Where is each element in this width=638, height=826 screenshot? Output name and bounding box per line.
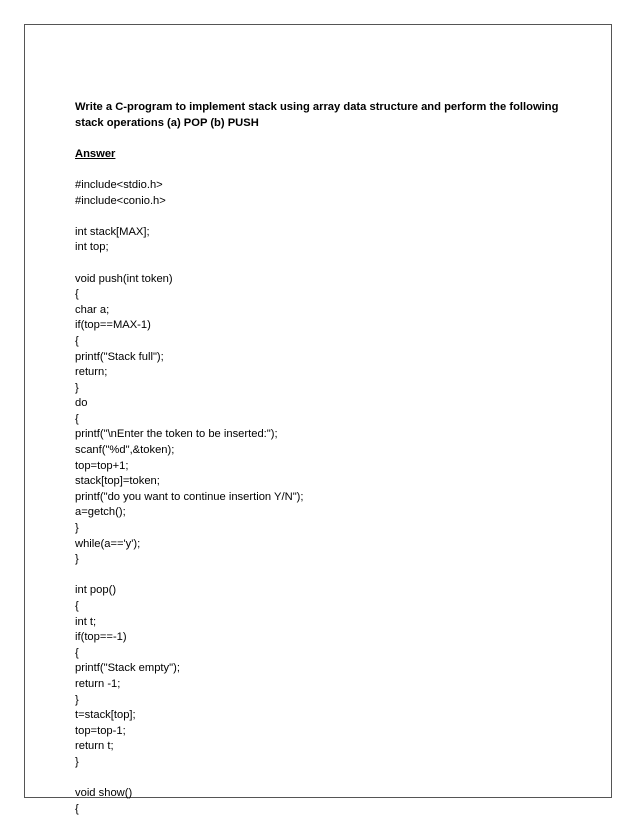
code-line: return; [75,366,108,379]
code-line: } [75,693,79,706]
code-line: while(a=='y'); [75,537,141,550]
code-line: printf("\nEnter the token to be inserted:"); [75,428,278,441]
code-line: #include<stdio.h> [75,178,163,191]
code-line: a=getch(); [75,506,126,519]
code-line [75,209,575,225]
code-line: if(top==-1) [75,631,127,644]
code-line: } [75,522,79,535]
code-line: do [75,397,88,410]
answer-heading: Answer [75,147,116,160]
code-line: return t; [75,740,114,753]
code-line: { [75,412,79,425]
code-line: } [75,381,79,394]
code-line: { [75,646,79,659]
code-line: stack[top]=token; [75,475,160,488]
code-line [75,256,575,272]
code-line: int top; [75,241,109,254]
code-line: #include<conio.h> [75,194,166,207]
code-line: t=stack[top]; [75,709,136,722]
code-line [75,568,575,584]
code-line: return -1; [75,677,121,690]
code-line: char a; [75,303,110,316]
code-line: int pop() [75,584,117,597]
code-line: if(top==MAX-1) [75,319,151,332]
code-line: scanf("%d",&token); [75,444,175,457]
code-line: } [75,553,79,566]
code-line: { [75,802,79,815]
code-line: printf("Stack empty"); [75,662,180,675]
code-line: top=top+1; [75,459,129,472]
code-line: { [75,600,79,612]
code-line: void push(int token) [75,272,173,285]
question-text: Write a C-program to implement stack using array data structure and perform the following stack operations (a) POP (b) PUSH [75,101,559,129]
code-line: printf("do you want to continue insertion Y/N"); [75,490,304,503]
code-line: { [75,288,79,301]
code-line: void show() [75,787,133,800]
code-line: top=top-1; [75,724,126,737]
code-block [75,178,575,817]
document-content [75,100,575,817]
code-line [75,771,575,787]
code-line: int stack[MAX]; [75,225,150,238]
code-line: } [75,755,79,768]
code-line: int t; [75,615,97,628]
code-line: { [75,334,79,347]
code-line: printf("Stack full"); [75,350,164,363]
